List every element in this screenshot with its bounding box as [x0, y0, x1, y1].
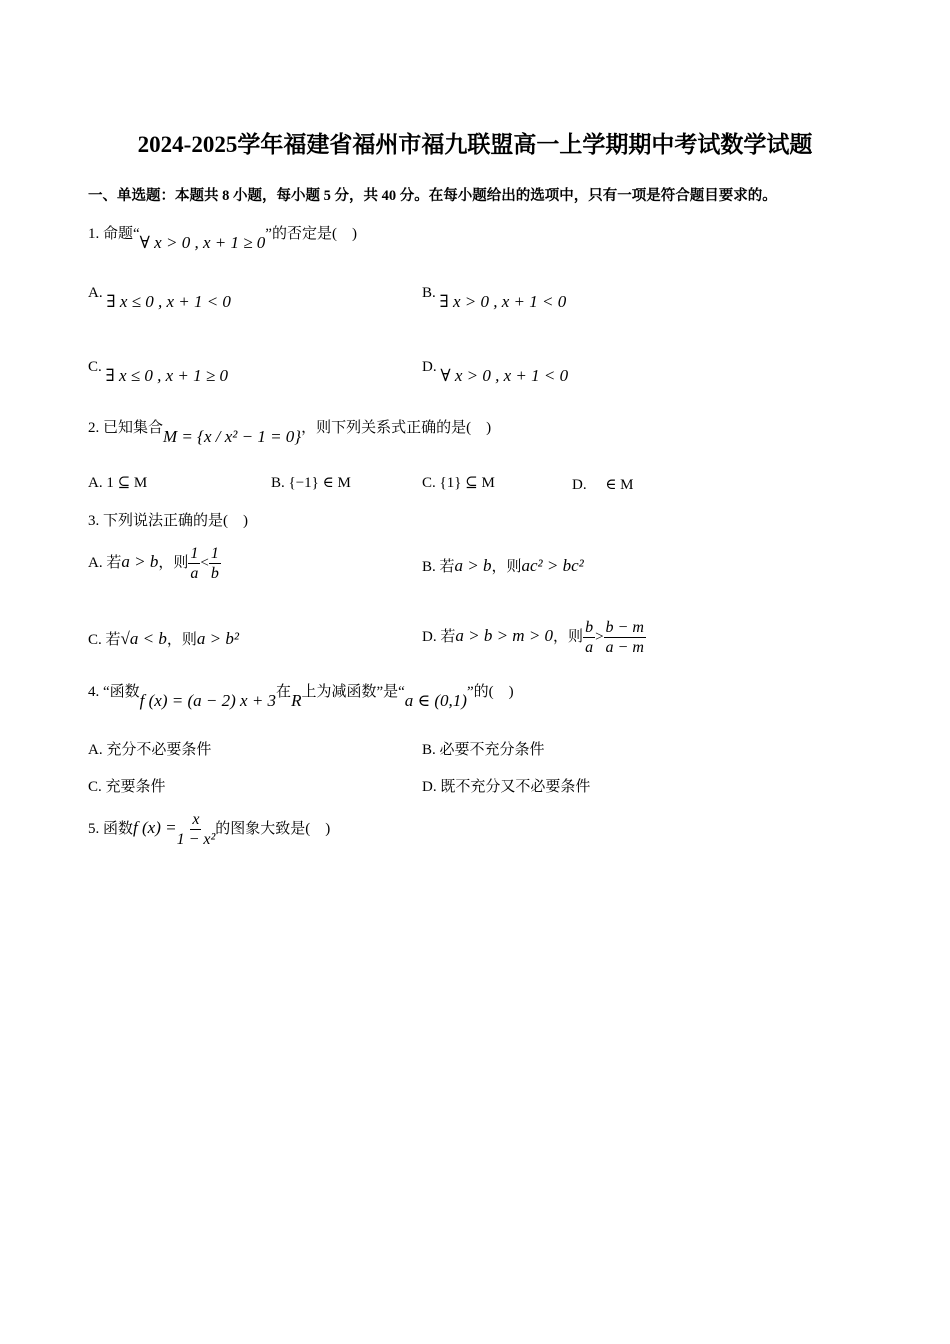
option-math: ∃ x ≤ 0 , x + 1 < 0 — [106, 292, 231, 311]
option-text: ，则 — [166, 632, 197, 648]
option-text: ，则 — [491, 559, 522, 575]
q2-stem-end: ，则下列关系式正确的是( ) — [301, 420, 492, 436]
q5-stem: 5. 函数 — [88, 820, 134, 837]
q4-option-d[interactable]: D. 既不充分又不必要条件 — [422, 779, 591, 795]
q3-option-a[interactable] — [88, 544, 221, 583]
option-text: ，则 — [553, 628, 584, 645]
option-label: C. 若 — [88, 632, 121, 648]
q1-option-b[interactable] — [422, 282, 567, 311]
numerator: b — [585, 619, 594, 636]
q4-math: a ∈ (0,1) — [404, 691, 467, 710]
option-label: B. — [422, 285, 436, 301]
denominator: a − m — [605, 639, 644, 656]
option-label: C. — [88, 359, 102, 375]
q4-text: 在 — [276, 684, 292, 700]
q2-stem: 2. 已知集合 — [88, 420, 164, 436]
operator: > — [595, 628, 604, 645]
denominator: a — [190, 565, 199, 582]
question-5 — [88, 810, 330, 849]
q2-option-b[interactable]: B. {−1} ∈ M — [271, 475, 351, 491]
q3-option-b[interactable] — [422, 555, 584, 576]
denominator: 1 − x² — [176, 831, 216, 848]
numerator: x — [192, 811, 200, 828]
denominator: a — [585, 639, 594, 656]
option-label: A. 若 — [88, 554, 122, 571]
option-math: a > b² — [196, 629, 239, 648]
q2-math: M = {x / x² − 1 = 0} — [163, 427, 302, 446]
q4-option-b[interactable]: B. 必要不充分条件 — [422, 742, 545, 758]
q4-option-a[interactable]: A. 充分不必要条件 — [88, 742, 212, 758]
denominator: b — [210, 565, 219, 582]
option-math: ∃ x ≤ 0 , x + 1 ≥ 0 — [105, 366, 228, 385]
option-math: ∀ x > 0 , x + 1 < 0 — [440, 366, 569, 385]
q4-stem-end: ”的( ) — [466, 684, 514, 700]
question-3: 3. 下列说法正确的是( ) — [88, 513, 248, 529]
q4-math: f (x) = (a − 2) x + 3 — [139, 691, 277, 710]
option-math: a > b — [121, 551, 159, 571]
q4-math: R — [291, 691, 302, 710]
option-math: ∃ x > 0 , x + 1 < 0 — [439, 292, 567, 311]
q4-stem: 4. “函数 — [88, 684, 140, 700]
option-math: √a < b — [120, 629, 167, 648]
q1-math: ∀ x > 0 , x + 1 ≥ 0 — [139, 233, 266, 252]
q5-math: f (x) = — [133, 817, 177, 837]
fraction — [209, 544, 221, 583]
option-math: a > b — [454, 556, 492, 575]
question-1 — [88, 222, 357, 252]
q4-text: 上为减函数”是“ — [301, 684, 405, 700]
q1-stem: 1. 命题“ — [88, 226, 140, 242]
fraction — [188, 544, 200, 583]
section-heading: 一、单选题：本题共 8 小题，每小题 5 分，共 40 分。在每小题给出的选项中，只有一项是符合题目要求的。 — [88, 188, 777, 204]
fraction — [583, 618, 595, 657]
q1-option-a[interactable] — [88, 282, 231, 311]
operator: < — [200, 554, 209, 571]
q3-option-d[interactable] — [422, 618, 646, 657]
option-text: ，则 — [158, 554, 189, 571]
option-label: D. 若 — [422, 628, 456, 645]
q2-option-c[interactable]: C. {1} ⊆ M — [422, 475, 495, 491]
q5-stem-end: 的图象大致是( ) — [215, 820, 331, 837]
fraction — [177, 810, 216, 849]
numerator: 1 — [210, 545, 219, 562]
numerator: 1 — [190, 545, 199, 562]
page-title: 2024-2025学年福建省福州市福九联盟高一上学期期中考试数学试题 — [137, 132, 813, 157]
option-math: ac² > bc² — [521, 556, 584, 575]
option-math: a > b > m > 0 — [455, 625, 554, 645]
fraction — [604, 618, 646, 657]
option-label: D. — [422, 359, 437, 375]
q2-option-d[interactable]: D. ∈ M — [572, 477, 634, 493]
q2-option-a[interactable]: A. 1 ⊆ M — [88, 475, 148, 491]
option-label: B. 若 — [422, 559, 455, 575]
q1-option-d[interactable] — [422, 356, 569, 385]
question-4 — [88, 680, 514, 710]
q4-option-c[interactable]: C. 充要条件 — [88, 779, 166, 795]
q1-stem-end: ”的否定是( ) — [265, 226, 357, 242]
question-2 — [88, 416, 492, 446]
option-label: A. — [88, 285, 103, 301]
q1-option-c[interactable] — [88, 356, 228, 385]
numerator: b − m — [605, 619, 644, 636]
q3-option-c[interactable] — [88, 628, 239, 649]
